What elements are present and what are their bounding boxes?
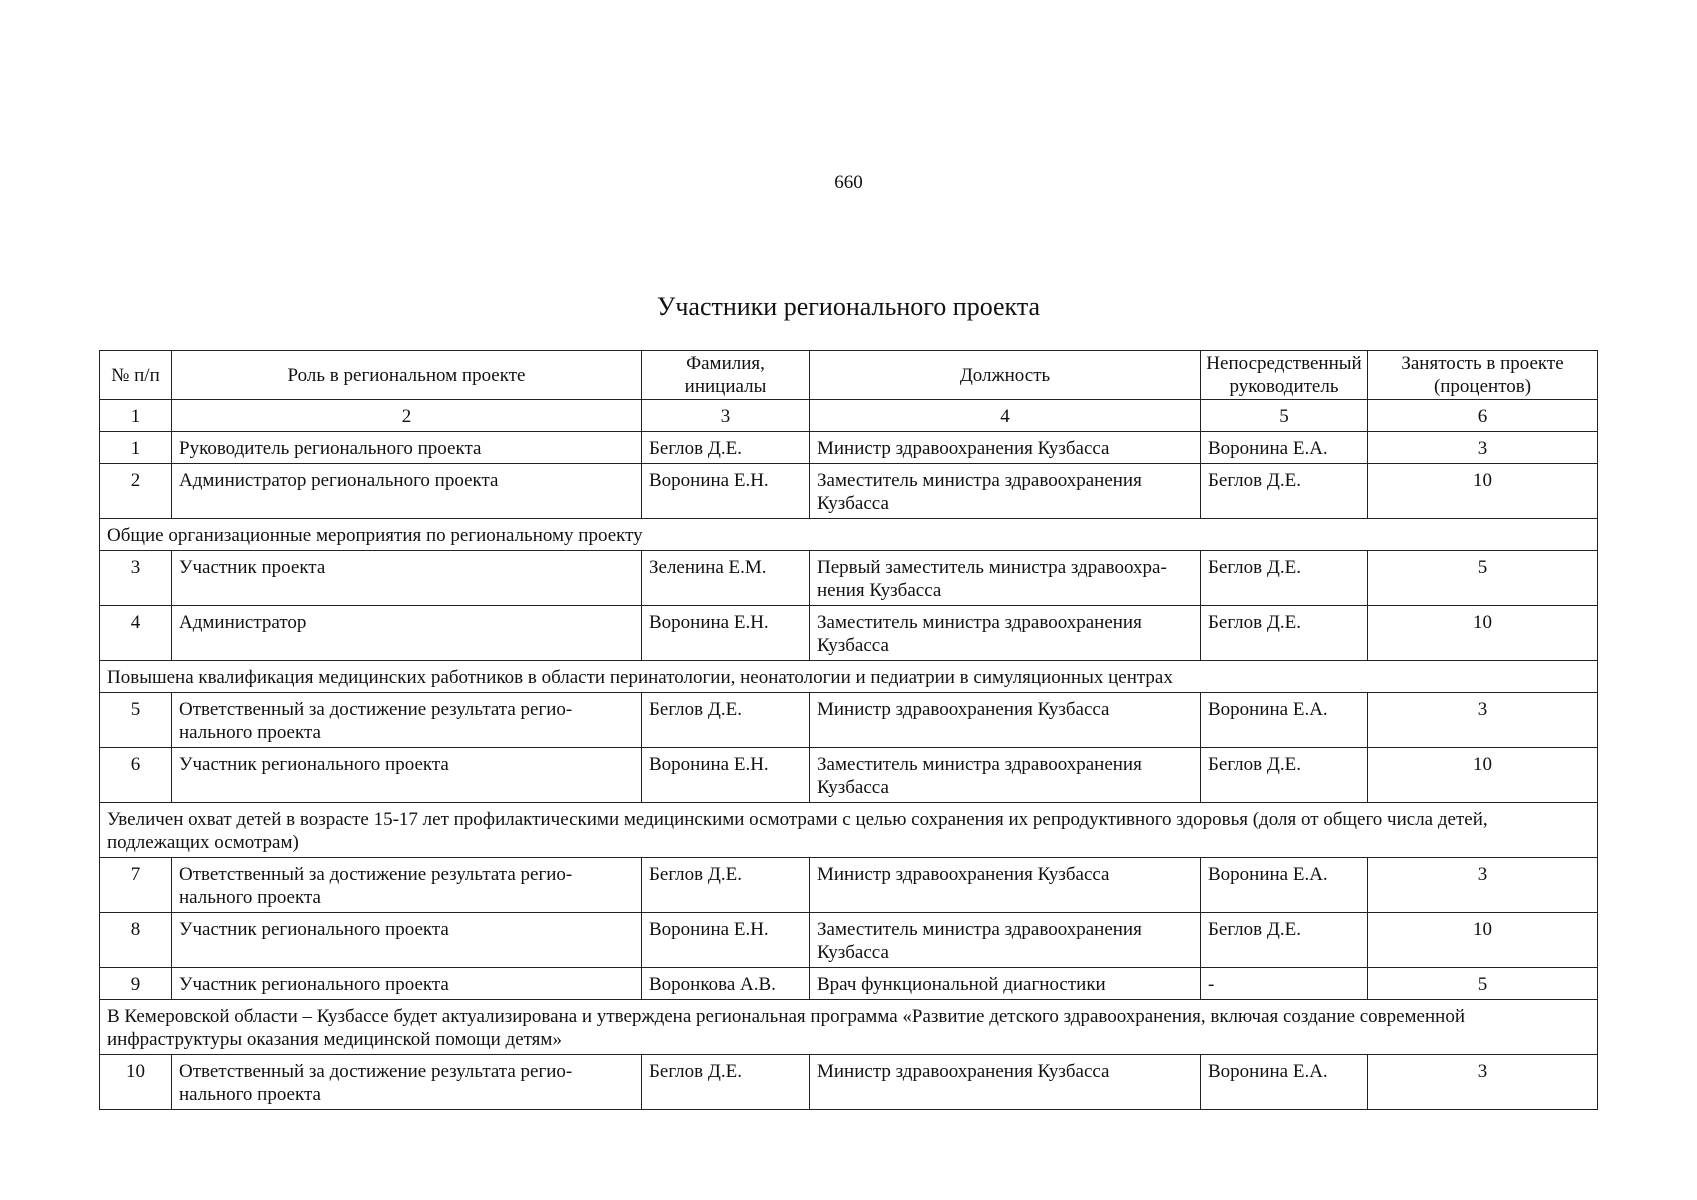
table-row <box>100 432 1598 464</box>
cell-load: 10 <box>1368 464 1598 519</box>
cell-manager: Воронина Е.А. <box>1201 432 1368 464</box>
header-row <box>100 351 1598 400</box>
cell-number: 1 <box>100 432 172 464</box>
table-body <box>100 400 1598 1110</box>
cell-manager: Беглов Д.Е. <box>1201 551 1368 606</box>
cell-manager: Беглов Д.Е. <box>1201 913 1368 968</box>
document-title: Участники регионального проекта <box>656 292 1041 321</box>
cell-name: Беглов Д.Е. <box>642 432 810 464</box>
cell-name: Беглов Д.Е. <box>642 693 810 748</box>
header-name: Фамилия, инициалы <box>642 351 810 400</box>
cell-name: Воронина Е.Н. <box>642 464 810 519</box>
column-number-row <box>100 400 1598 432</box>
page-number: 660 <box>834 172 863 193</box>
cell-position: Министр здравоохранения Кузбасса <box>810 858 1201 913</box>
cell-role: Ответственный за достижение результата регио-нального проекта <box>172 858 642 913</box>
header-position: Должность <box>810 351 1201 400</box>
cell-role: Ответственный за достижение результата регио-нального проекта <box>172 693 642 748</box>
cell-role: Участник проекта <box>172 551 642 606</box>
cell-position: Заместитель министра здравоохранения Кузбасса <box>810 913 1201 968</box>
participants-table <box>99 350 1598 1110</box>
column-number: 5 <box>1201 400 1368 432</box>
column-number: 6 <box>1368 400 1598 432</box>
cell-number: 4 <box>100 606 172 661</box>
table-row <box>100 858 1598 913</box>
cell-position: Врач функциональной диагностики <box>810 968 1201 1000</box>
cell-position: Заместитель министра здравоохранения Кузбасса <box>810 748 1201 803</box>
cell-load: 3 <box>1368 858 1598 913</box>
cell-role: Ответственный за достижение результата регио-нального проекта <box>172 1055 642 1110</box>
cell-load: 5 <box>1368 551 1598 606</box>
cell-name: Воронина Е.Н. <box>642 748 810 803</box>
cell-name: Беглов Д.Е. <box>642 1055 810 1110</box>
table-row <box>100 1055 1598 1110</box>
cell-role: Администратор регионального проекта <box>172 464 642 519</box>
header-manager: Непосредственный руководитель <box>1201 351 1368 400</box>
cell-position: Заместитель министра здравоохранения Кузбасса <box>810 464 1201 519</box>
cell-manager: Беглов Д.Е. <box>1201 748 1368 803</box>
column-number: 3 <box>642 400 810 432</box>
cell-name: Воронкова А.В. <box>642 968 810 1000</box>
cell-role: Администратор <box>172 606 642 661</box>
cell-manager: Воронина Е.А. <box>1201 1055 1368 1110</box>
section-row <box>100 519 1598 551</box>
cell-load: 10 <box>1368 606 1598 661</box>
cell-role: Участник регионального проекта <box>172 748 642 803</box>
cell-load: 3 <box>1368 432 1598 464</box>
table-row <box>100 551 1598 606</box>
cell-position: Заместитель министра здравоохранения Кузбасса <box>810 606 1201 661</box>
cell-number: 10 <box>100 1055 172 1110</box>
cell-manager: Воронина Е.А. <box>1201 858 1368 913</box>
cell-load: 5 <box>1368 968 1598 1000</box>
cell-role: Участник регионального проекта <box>172 968 642 1000</box>
header-load: Занятость в проекте (процентов) <box>1368 351 1598 400</box>
cell-load: 3 <box>1368 1055 1598 1110</box>
section-title: Увеличен охват детей в возрасте 15-17 лет профилактическими медицинскими осмотрами с целью сохранения их репродуктивного здоровья (доля от общего числа детей, подлежащих осмотрам) <box>100 803 1598 858</box>
cell-role: Участник регионального проекта <box>172 913 642 968</box>
cell-manager: Беглов Д.Е. <box>1201 464 1368 519</box>
cell-load: 10 <box>1368 913 1598 968</box>
cell-manager: Беглов Д.Е. <box>1201 606 1368 661</box>
cell-number: 2 <box>100 464 172 519</box>
table-row <box>100 606 1598 661</box>
table-row <box>100 748 1598 803</box>
cell-number: 9 <box>100 968 172 1000</box>
cell-load: 10 <box>1368 748 1598 803</box>
cell-name: Беглов Д.Е. <box>642 858 810 913</box>
cell-number: 7 <box>100 858 172 913</box>
cell-name: Воронина Е.Н. <box>642 606 810 661</box>
section-title: Повышена квалификация медицинских работников в области перинатологии, неонатологии и педиатрии в симуляционных центрах <box>100 661 1598 693</box>
cell-name: Воронина Е.Н. <box>642 913 810 968</box>
table-row <box>100 913 1598 968</box>
cell-number: 3 <box>100 551 172 606</box>
cell-manager: Воронина Е.А. <box>1201 693 1368 748</box>
section-row <box>100 803 1598 858</box>
column-number: 1 <box>100 400 172 432</box>
table-row <box>100 693 1598 748</box>
cell-position: Первый заместитель министра здравоохра-нения Кузбасса <box>810 551 1201 606</box>
cell-position: Министр здравоохранения Кузбасса <box>810 432 1201 464</box>
header-role: Роль в региональном проекте <box>172 351 642 400</box>
section-row <box>100 661 1598 693</box>
table-row <box>100 968 1598 1000</box>
column-number: 4 <box>810 400 1201 432</box>
section-title: Общие организационные мероприятия по региональному проекту <box>100 519 1598 551</box>
section-row <box>100 1000 1598 1055</box>
cell-name: Зеленина Е.М. <box>642 551 810 606</box>
cell-number: 6 <box>100 748 172 803</box>
cell-load: 3 <box>1368 693 1598 748</box>
column-number: 2 <box>172 400 642 432</box>
header-number: № п/п <box>100 351 172 400</box>
cell-role: Руководитель регионального проекта <box>172 432 642 464</box>
cell-position: Министр здравоохранения Кузбасса <box>810 1055 1201 1110</box>
cell-number: 8 <box>100 913 172 968</box>
section-title: В Кемеровской области – Кузбассе будет актуализирована и утверждена региональная программа «Развитие детского здравоохранения, включая создание современной инфраструктуры оказания медицинской помощи детям» <box>100 1000 1598 1055</box>
cell-position: Министр здравоохранения Кузбасса <box>810 693 1201 748</box>
cell-number: 5 <box>100 693 172 748</box>
cell-manager: - <box>1201 968 1368 1000</box>
table-row <box>100 464 1598 519</box>
